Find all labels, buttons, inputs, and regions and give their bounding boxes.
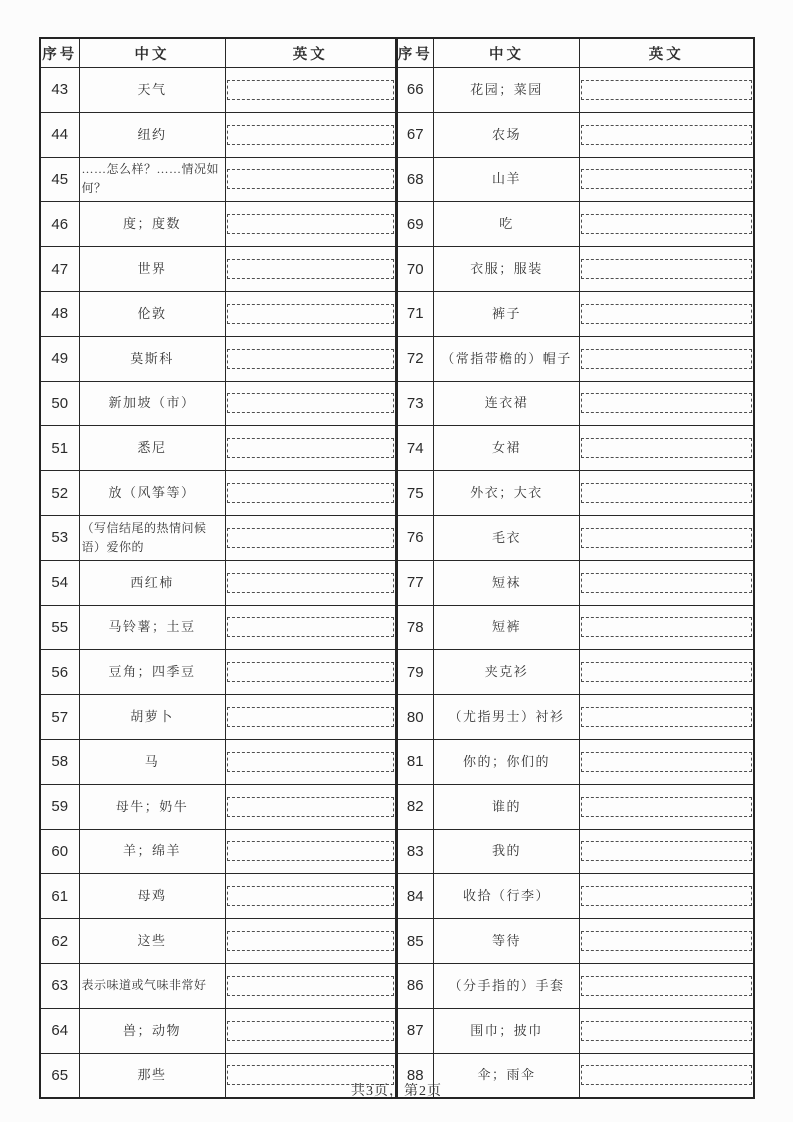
chinese-term: 天气 — [79, 68, 225, 113]
chinese-term: 那些 — [79, 1053, 225, 1098]
row-number: 70 — [397, 247, 434, 292]
table-row — [397, 650, 754, 695]
table-row — [397, 605, 754, 650]
english-writing-lines — [581, 259, 752, 279]
chinese-term: 谁的 — [434, 784, 580, 829]
chinese-term: 羊；绵羊 — [79, 829, 225, 874]
english-writing-lines — [227, 349, 395, 369]
table-row — [40, 560, 396, 605]
english-writing-lines — [227, 797, 395, 817]
english-blank-cell — [580, 874, 754, 919]
row-number: 47 — [40, 247, 79, 292]
row-number: 50 — [40, 381, 79, 426]
english-writing-lines — [227, 752, 395, 772]
english-writing-lines — [581, 1021, 752, 1041]
table-row — [397, 515, 754, 560]
chinese-term: 莫斯科 — [79, 336, 225, 381]
english-blank-cell — [225, 963, 396, 1008]
table-body-left — [40, 68, 396, 1099]
chinese-term: （常指带檐的）帽子 — [434, 336, 580, 381]
chinese-term: 纽约 — [79, 112, 225, 157]
row-number: 81 — [397, 739, 434, 784]
table-row — [40, 739, 396, 784]
row-number: 62 — [40, 919, 79, 964]
row-number: 46 — [40, 202, 79, 247]
english-blank-cell — [225, 829, 396, 874]
header-row — [40, 38, 396, 68]
english-blank-cell — [225, 784, 396, 829]
chinese-term: 马 — [79, 739, 225, 784]
chinese-term: （尤指男士）衬衫 — [434, 695, 580, 740]
chinese-term: 我的 — [434, 829, 580, 874]
english-blank-cell — [225, 874, 396, 919]
chinese-term: 西红柿 — [79, 560, 225, 605]
english-writing-lines — [581, 169, 752, 189]
table-row — [397, 695, 754, 740]
table-row — [40, 68, 396, 113]
english-writing-lines — [581, 662, 752, 682]
row-number: 85 — [397, 919, 434, 964]
table-row — [397, 112, 754, 157]
english-writing-lines — [581, 617, 752, 637]
english-writing-lines — [227, 393, 395, 413]
row-number: 43 — [40, 68, 79, 113]
chinese-term: 胡萝卜 — [79, 695, 225, 740]
row-number: 48 — [40, 291, 79, 336]
english-blank-cell — [225, 695, 396, 740]
english-blank-cell — [580, 426, 754, 471]
english-blank-cell — [580, 560, 754, 605]
header-no: 序号 — [40, 38, 79, 68]
chinese-term: 短裤 — [434, 605, 580, 650]
table-row — [40, 426, 396, 471]
row-number: 51 — [40, 426, 79, 471]
english-writing-lines — [227, 662, 395, 682]
english-writing-lines — [227, 169, 395, 189]
english-writing-lines — [581, 707, 752, 727]
english-writing-lines — [227, 1021, 395, 1041]
chinese-term: 马铃薯；土豆 — [79, 605, 225, 650]
table-row — [40, 381, 396, 426]
table-row — [40, 515, 396, 560]
row-number: 54 — [40, 560, 79, 605]
table-row — [397, 829, 754, 874]
chinese-term: 裤子 — [434, 291, 580, 336]
english-writing-lines — [581, 931, 752, 951]
chinese-term: 围巾；披巾 — [434, 1008, 580, 1053]
english-blank-cell — [580, 784, 754, 829]
row-number: 63 — [40, 963, 79, 1008]
english-writing-lines — [581, 528, 752, 548]
english-writing-lines — [581, 752, 752, 772]
row-number: 86 — [397, 963, 434, 1008]
table-row — [397, 560, 754, 605]
english-writing-lines — [581, 349, 752, 369]
english-writing-lines — [227, 976, 395, 996]
english-blank-cell — [580, 515, 754, 560]
english-writing-lines — [227, 304, 395, 324]
row-number: 73 — [397, 381, 434, 426]
english-blank-cell — [580, 695, 754, 740]
chinese-term: 连衣裙 — [434, 381, 580, 426]
english-writing-lines — [227, 931, 395, 951]
row-number: 75 — [397, 471, 434, 516]
english-blank-cell — [580, 650, 754, 695]
chinese-term: 衣服；服装 — [434, 247, 580, 292]
row-number: 60 — [40, 829, 79, 874]
english-blank-cell — [580, 963, 754, 1008]
table-row — [40, 291, 396, 336]
english-blank-cell — [225, 1008, 396, 1053]
chinese-term: 悉尼 — [79, 426, 225, 471]
english-blank-cell — [580, 336, 754, 381]
table-row — [397, 202, 754, 247]
chinese-term: 新加坡（市） — [79, 381, 225, 426]
row-number: 65 — [40, 1053, 79, 1098]
row-number: 80 — [397, 695, 434, 740]
vocab-tables — [39, 37, 755, 1099]
chinese-term: 女裙 — [434, 426, 580, 471]
table-row — [397, 336, 754, 381]
row-number: 55 — [40, 605, 79, 650]
table-row — [40, 784, 396, 829]
english-blank-cell — [225, 515, 396, 560]
chinese-term: 兽；动物 — [79, 1008, 225, 1053]
table-row — [397, 157, 754, 202]
chinese-term: 花园；菜园 — [434, 68, 580, 113]
row-number: 84 — [397, 874, 434, 919]
english-blank-cell — [225, 605, 396, 650]
english-writing-lines — [227, 886, 395, 906]
table-row — [40, 336, 396, 381]
english-writing-lines — [227, 483, 395, 503]
row-number: 76 — [397, 515, 434, 560]
english-blank-cell — [580, 112, 754, 157]
english-writing-lines — [227, 80, 395, 100]
english-writing-lines — [581, 483, 752, 503]
chinese-term: 农场 — [434, 112, 580, 157]
english-writing-lines — [581, 80, 752, 100]
english-writing-lines — [581, 393, 752, 413]
row-number: 77 — [397, 560, 434, 605]
english-blank-cell — [580, 202, 754, 247]
chinese-term: 度；度数 — [79, 202, 225, 247]
chinese-term: 这些 — [79, 919, 225, 964]
english-writing-lines — [227, 528, 395, 548]
row-number: 67 — [397, 112, 434, 157]
header-english: 英文 — [580, 38, 754, 68]
english-blank-cell — [225, 560, 396, 605]
vocab-table-left — [39, 37, 397, 1099]
english-blank-cell — [580, 1008, 754, 1053]
table-row — [397, 1008, 754, 1053]
page-footer: 共3页，第2页 — [351, 1084, 442, 1099]
english-writing-lines — [581, 797, 752, 817]
row-number: 53 — [40, 515, 79, 560]
chinese-term: 收拾（行李） — [434, 874, 580, 919]
chinese-term: 你的；你们的 — [434, 739, 580, 784]
chinese-term: 外衣；大衣 — [434, 471, 580, 516]
table-body-right — [397, 68, 754, 1099]
header-english: 英文 — [225, 38, 396, 68]
chinese-term: 短袜 — [434, 560, 580, 605]
table-row — [397, 874, 754, 919]
row-number: 69 — [397, 202, 434, 247]
english-blank-cell — [580, 68, 754, 113]
english-writing-lines — [581, 573, 752, 593]
english-writing-lines — [227, 259, 395, 279]
table-row — [40, 112, 396, 157]
row-number: 64 — [40, 1008, 79, 1053]
table-row — [397, 471, 754, 516]
english-blank-cell — [580, 829, 754, 874]
english-blank-cell — [580, 247, 754, 292]
row-number: 45 — [40, 157, 79, 202]
row-number: 68 — [397, 157, 434, 202]
header-row — [397, 38, 754, 68]
english-blank-cell — [225, 157, 396, 202]
table-row — [40, 471, 396, 516]
table-row — [40, 157, 396, 202]
chinese-term: 豆角；四季豆 — [79, 650, 225, 695]
row-number: 71 — [397, 291, 434, 336]
row-number: 52 — [40, 471, 79, 516]
chinese-term: ……怎么样？……情况如何？ — [79, 157, 225, 202]
english-blank-cell — [580, 605, 754, 650]
english-blank-cell — [580, 739, 754, 784]
row-number: 56 — [40, 650, 79, 695]
table-row — [397, 291, 754, 336]
english-writing-lines — [581, 214, 752, 234]
english-writing-lines — [581, 976, 752, 996]
row-number: 79 — [397, 650, 434, 695]
row-number: 49 — [40, 336, 79, 381]
english-writing-lines — [227, 617, 395, 637]
chinese-term: 母鸡 — [79, 874, 225, 919]
table-row — [40, 874, 396, 919]
table-row — [40, 829, 396, 874]
english-writing-lines — [581, 886, 752, 906]
english-writing-lines — [581, 304, 752, 324]
table-row — [397, 919, 754, 964]
english-blank-cell — [225, 739, 396, 784]
row-number: 74 — [397, 426, 434, 471]
row-number: 44 — [40, 112, 79, 157]
english-writing-lines — [227, 214, 395, 234]
chinese-term: 世界 — [79, 247, 225, 292]
chinese-term: （分手指的）手套 — [434, 963, 580, 1008]
english-blank-cell — [225, 336, 396, 381]
chinese-term: 放（风筝等） — [79, 471, 225, 516]
chinese-term: 山羊 — [434, 157, 580, 202]
row-number: 66 — [397, 68, 434, 113]
english-blank-cell — [225, 68, 396, 113]
row-number: 61 — [40, 874, 79, 919]
english-writing-lines — [227, 438, 395, 458]
table-row — [40, 695, 396, 740]
row-number: 78 — [397, 605, 434, 650]
english-writing-lines — [227, 707, 395, 727]
chinese-term: 吃 — [434, 202, 580, 247]
table-row — [40, 963, 396, 1008]
chinese-term: 伦敦 — [79, 291, 225, 336]
chinese-term: 伞；雨伞 — [434, 1053, 580, 1098]
chinese-term: （写信结尾的热情问候语）爱你的 — [79, 515, 225, 560]
row-number: 82 — [397, 784, 434, 829]
english-blank-cell — [225, 202, 396, 247]
table-row — [397, 247, 754, 292]
english-blank-cell — [225, 112, 396, 157]
chinese-term: 等待 — [434, 919, 580, 964]
english-blank-cell — [225, 919, 396, 964]
english-blank-cell — [580, 381, 754, 426]
chinese-term: 表示味道或气味非常好 — [79, 963, 225, 1008]
row-number: 72 — [397, 336, 434, 381]
header-chinese: 中文 — [434, 38, 580, 68]
row-number: 57 — [40, 695, 79, 740]
english-blank-cell — [580, 471, 754, 516]
table-row — [40, 202, 396, 247]
header-no: 序号 — [397, 38, 434, 68]
table-row — [40, 247, 396, 292]
english-writing-lines — [581, 438, 752, 458]
english-blank-cell — [580, 919, 754, 964]
english-writing-lines — [581, 125, 752, 145]
row-number: 88 — [397, 1053, 434, 1098]
table-row — [40, 650, 396, 695]
chinese-term: 夹克衫 — [434, 650, 580, 695]
english-writing-lines — [227, 841, 395, 861]
english-blank-cell — [225, 247, 396, 292]
chinese-term: 毛衣 — [434, 515, 580, 560]
english-blank-cell — [580, 157, 754, 202]
row-number: 58 — [40, 739, 79, 784]
table-row — [397, 963, 754, 1008]
english-blank-cell — [580, 291, 754, 336]
table-row — [397, 68, 754, 113]
chinese-term: 母牛；奶牛 — [79, 784, 225, 829]
row-number: 83 — [397, 829, 434, 874]
header-chinese: 中文 — [79, 38, 225, 68]
english-blank-cell — [225, 291, 396, 336]
english-blank-cell — [225, 650, 396, 695]
english-writing-lines — [227, 573, 395, 593]
row-number: 59 — [40, 784, 79, 829]
table-row — [40, 605, 396, 650]
english-writing-lines — [581, 841, 752, 861]
table-row — [397, 426, 754, 471]
table-row — [397, 739, 754, 784]
table-row — [40, 1008, 396, 1053]
english-blank-cell — [225, 471, 396, 516]
english-blank-cell — [225, 426, 396, 471]
table-row — [397, 784, 754, 829]
table-row — [397, 381, 754, 426]
english-writing-lines — [227, 125, 395, 145]
row-number: 87 — [397, 1008, 434, 1053]
vocab-table-right — [396, 37, 755, 1099]
english-blank-cell — [225, 381, 396, 426]
table-row — [40, 919, 396, 964]
